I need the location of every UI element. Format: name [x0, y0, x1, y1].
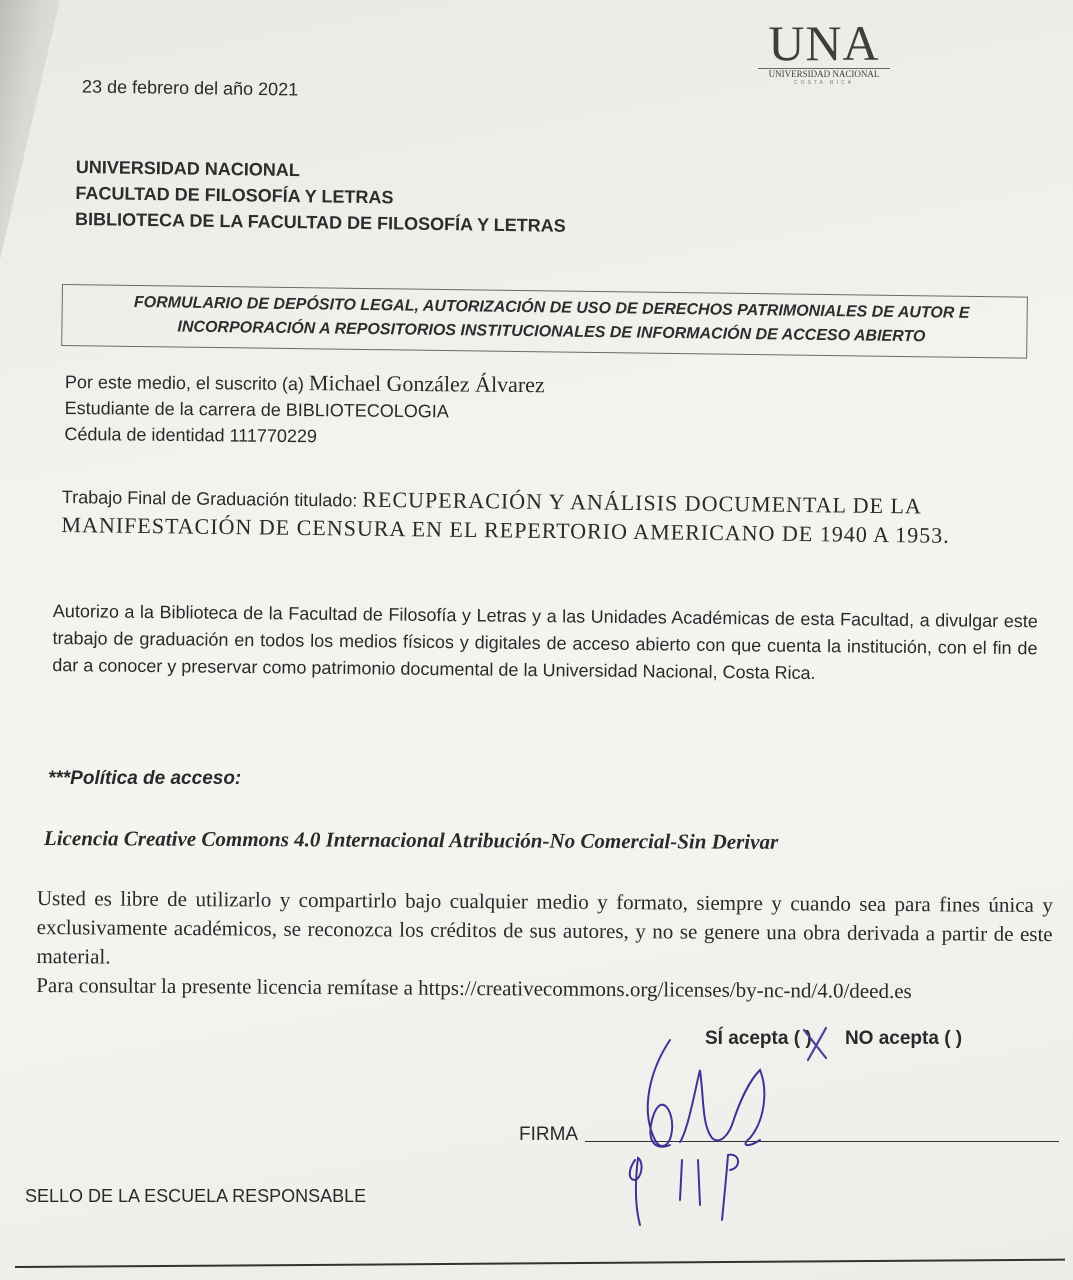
license-title: Licencia Creative Commons 4.0 Internacional Atribución-No Comercial-Sin Derivar [43, 826, 779, 854]
logo-subtitle: UNIVERSIDAD NACIONAL [758, 68, 890, 79]
form-title-line1: FORMULARIO DE DEPÓSITO LEGAL, AUTORIZACIÓN DE USO DE DERECHOS PATRIMONIALES DE AUTOR E [133, 293, 970, 322]
header-university: UNIVERSIDAD NACIONAL [75, 156, 300, 181]
usage-terms [36, 884, 1053, 1007]
document-date: 23 de febrero del año 2021 [81, 76, 299, 100]
thesis-info [61, 482, 1022, 552]
page-shadow [0, 0, 60, 260]
form-title-box [61, 284, 1028, 359]
student-id: Cédula de identidad 111770229 [64, 423, 318, 447]
thesis-title: RECUPERACIÓN Y ANÁLISIS DOCUMENTAL DE LA MANIFESTACIÓN DE CENSURA EN EL REPERTORIO AMERICANO DE 1940 A 1953. [61, 486, 950, 548]
signature-label: FIRMA [519, 1124, 579, 1145]
student-name: Michael González Álvarez [308, 370, 545, 398]
thesis-prefix: Trabajo Final de Graduación titulado: [61, 486, 358, 511]
logo-country: COSTA RICA [794, 80, 854, 86]
usage-text: Usted es libre de utilizarlo y compartirlo bajo cualquier medio y formato, siempre y cuando sea para fines única y exclusivamente académicos, se reconozca los créditos de sus autores, y no se genere una obra derivada a partir de este material. [36, 885, 1053, 969]
student-name-prefix: Por este medio, el suscrito (a) [64, 371, 305, 395]
license-link-text: Para consultar la presente licencia remítase a https://creativecommons.org/licenses/by-nc-nd/4.0/deed.es [36, 972, 912, 1004]
seal-line [15, 1259, 1065, 1268]
policy-heading: ***Política de acceso: [48, 768, 242, 789]
student-career: Estudiante de la carrera de BIBLIOTECOLOGIA [64, 397, 449, 422]
checkmark-x-icon [800, 1026, 832, 1062]
una-logo [758, 15, 890, 88]
student-info [64, 368, 545, 451]
header-faculty: FACULTAD DE FILOSOFÍA Y LETRAS [75, 182, 394, 208]
accept-yes-option[interactable]: SÍ acepta ( ) [705, 1028, 812, 1049]
school-seal-label: SELLO DE LA ESCUELA RESPONSABLE [25, 1186, 367, 1206]
header-library: BIBLIOTECA DE LA FACULTAD DE FILOSOFÍA Y LETRAS [74, 208, 566, 236]
accept-no-option[interactable]: NO acepta ( ) [844, 1028, 963, 1049]
handwritten-signature [600, 1030, 800, 1230]
institution-header [75, 154, 567, 239]
logo-wordmark: UNA [768, 15, 880, 71]
form-title-line2: INCORPORACIÓN A REPOSITORIOS INSTITUCIONALES DE INFORMACIÓN DE ACCESO ABIERTO [177, 318, 926, 346]
student-name-line [65, 368, 545, 399]
authorization-paragraph: Autorizo a la Biblioteca de la Facultad de Filosofía y Letras y a las Unidades Académicas de esta Facultad, a divulgar este trabajo de graduación en todos los medios físicos y digitales de acceso abierto con que cuenta la institución, con el fin de dar a conocer y preservar como patrimonio documental de la Universidad Nacional, Costa Rica. [52, 600, 1038, 683]
